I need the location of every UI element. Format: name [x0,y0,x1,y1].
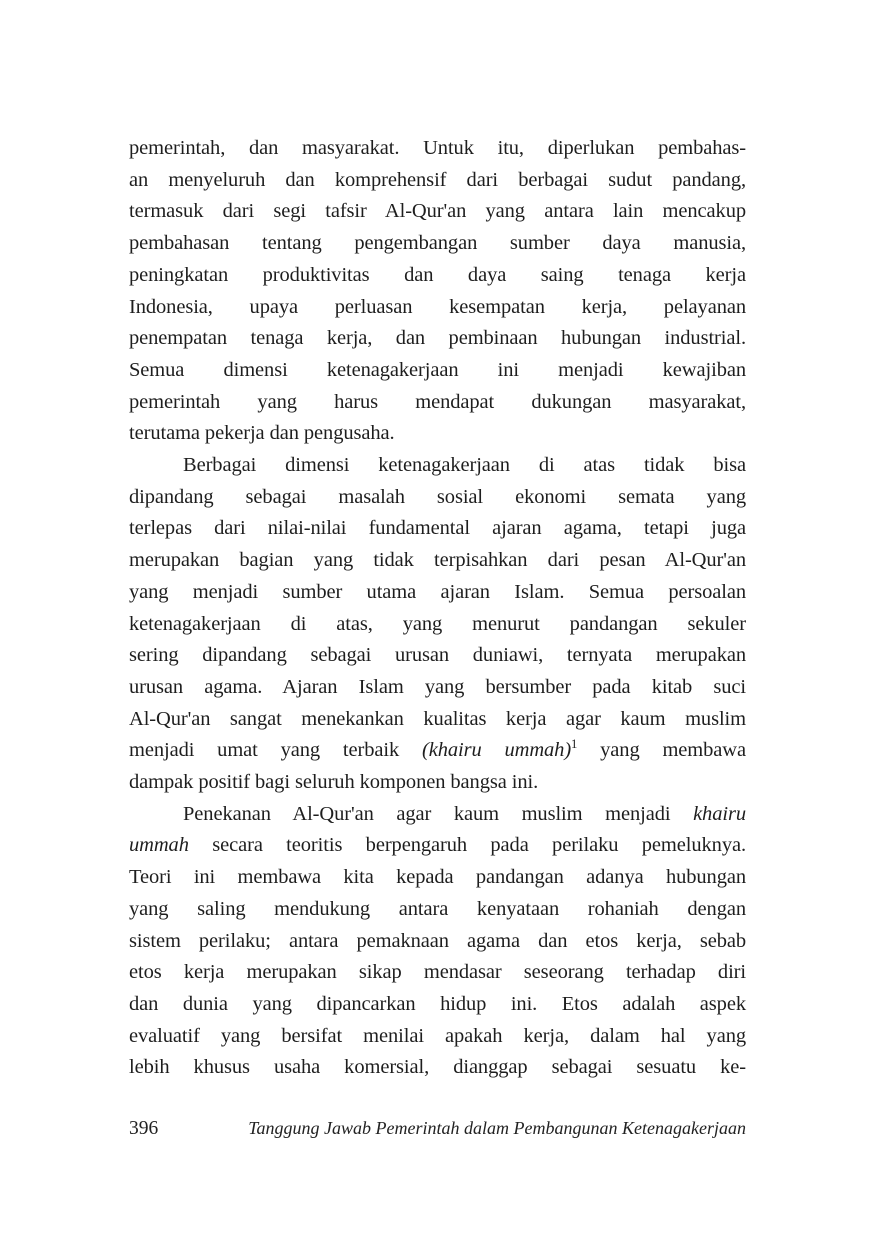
text-line: Penekanan Al-Qur'an agar kaum muslim menjadi khairu [183,802,746,825]
text-line: evaluatif yang bersifat menilai apakah kerja, dalam hal yang [129,1024,746,1047]
text-line: an menyeluruh dan komprehensif dari berbagai sudut pandang, [129,168,746,191]
text-line: peningkatan produktivitas dan daya saing tenaga kerja [129,263,746,286]
paragraph [129,799,746,1084]
text-line: dan dunia yang dipancarkan hidup ini. Etos adalah aspek [129,992,746,1015]
page-number: 396 [129,1118,159,1139]
text-line: sering dipandang sebagai urusan duniawi, ternyata merupakan [129,644,746,667]
text-line: urusan agama. Ajaran Islam yang bersumber pada kitab suci [129,675,746,698]
text-line: merupakan bagian yang tidak terpisahkan dari pesan Al-Qur'an [129,549,746,572]
text-line: yang menjadi sumber utama ajaran Islam. Semua persoalan [129,580,746,603]
text-line: etos kerja merupakan sikap mendasar seseorang terhadap diri [129,961,746,984]
footnote-marker: 1 [571,737,578,752]
text-line: sistem perilaku; antara pemaknaan agama dan etos kerja, sebab [129,929,746,952]
text-line: pembahasan tentang pengembangan sumber daya manusia, [129,232,746,255]
text-line: Al-Qur'an sangat menekankan kualitas kerja agar kaum muslim [129,707,746,730]
paragraph [129,133,746,450]
text-line: termasuk dari segi tafsir Al-Qur'an yang antara lain mencakup [129,200,746,223]
text-line: ketenagakerjaan di atas, yang menurut pandangan sekuler [129,612,746,635]
text-line: yang saling mendukung antara kenyataan rohaniah dengan [129,897,746,920]
text-line: dipandang sebagai masalah sosial ekonomi semata yang [129,485,746,508]
text-line: penempatan tenaga kerja, dan pembinaan hubungan industrial. [129,327,746,350]
text-line: Teori ini membawa kita kepada pandangan adanya hubungan [129,866,746,889]
text-line: pemerintah, dan masyarakat. Untuk itu, diperlukan pembahas- [129,137,746,159]
text-block [129,133,746,1084]
paragraph [129,450,746,799]
text-line: ummah secara teoritis berpengaruh pada perilaku pemeluknya. [129,834,746,857]
text-line: Indonesia, upaya perluasan kesempatan kerja, pelayanan [129,295,746,318]
text-line: menjadi umat yang terbaik (khairu ummah)$^1$ yang membawa [129,737,746,762]
text-line: dampak positif bagi seluruh komponen bangsa ini. [129,771,539,794]
text-line: terutama pekerja dan pengusaha. [129,422,395,445]
page-footer [129,1118,746,1140]
text-line: pemerintah yang harus mendapat dukungan masyarakat, [129,390,746,413]
text-line: terlepas dari nilai-nilai fundamental ajaran agama, tetapi juga [129,517,746,540]
running-title: Tanggung Jawab Pemerintah dalam Pembangunan Ketenagakerjaan [248,1118,746,1138]
text-line: Semua dimensi ketenagakerjaan ini menjadi kewajiban [129,358,746,381]
text-line: lebih khusus usaha komersial, dianggap sebagai sesuatu ke- [129,1056,746,1079]
text-line: Berbagai dimensi ketenagakerjaan di atas tidak bisa [183,454,746,477]
